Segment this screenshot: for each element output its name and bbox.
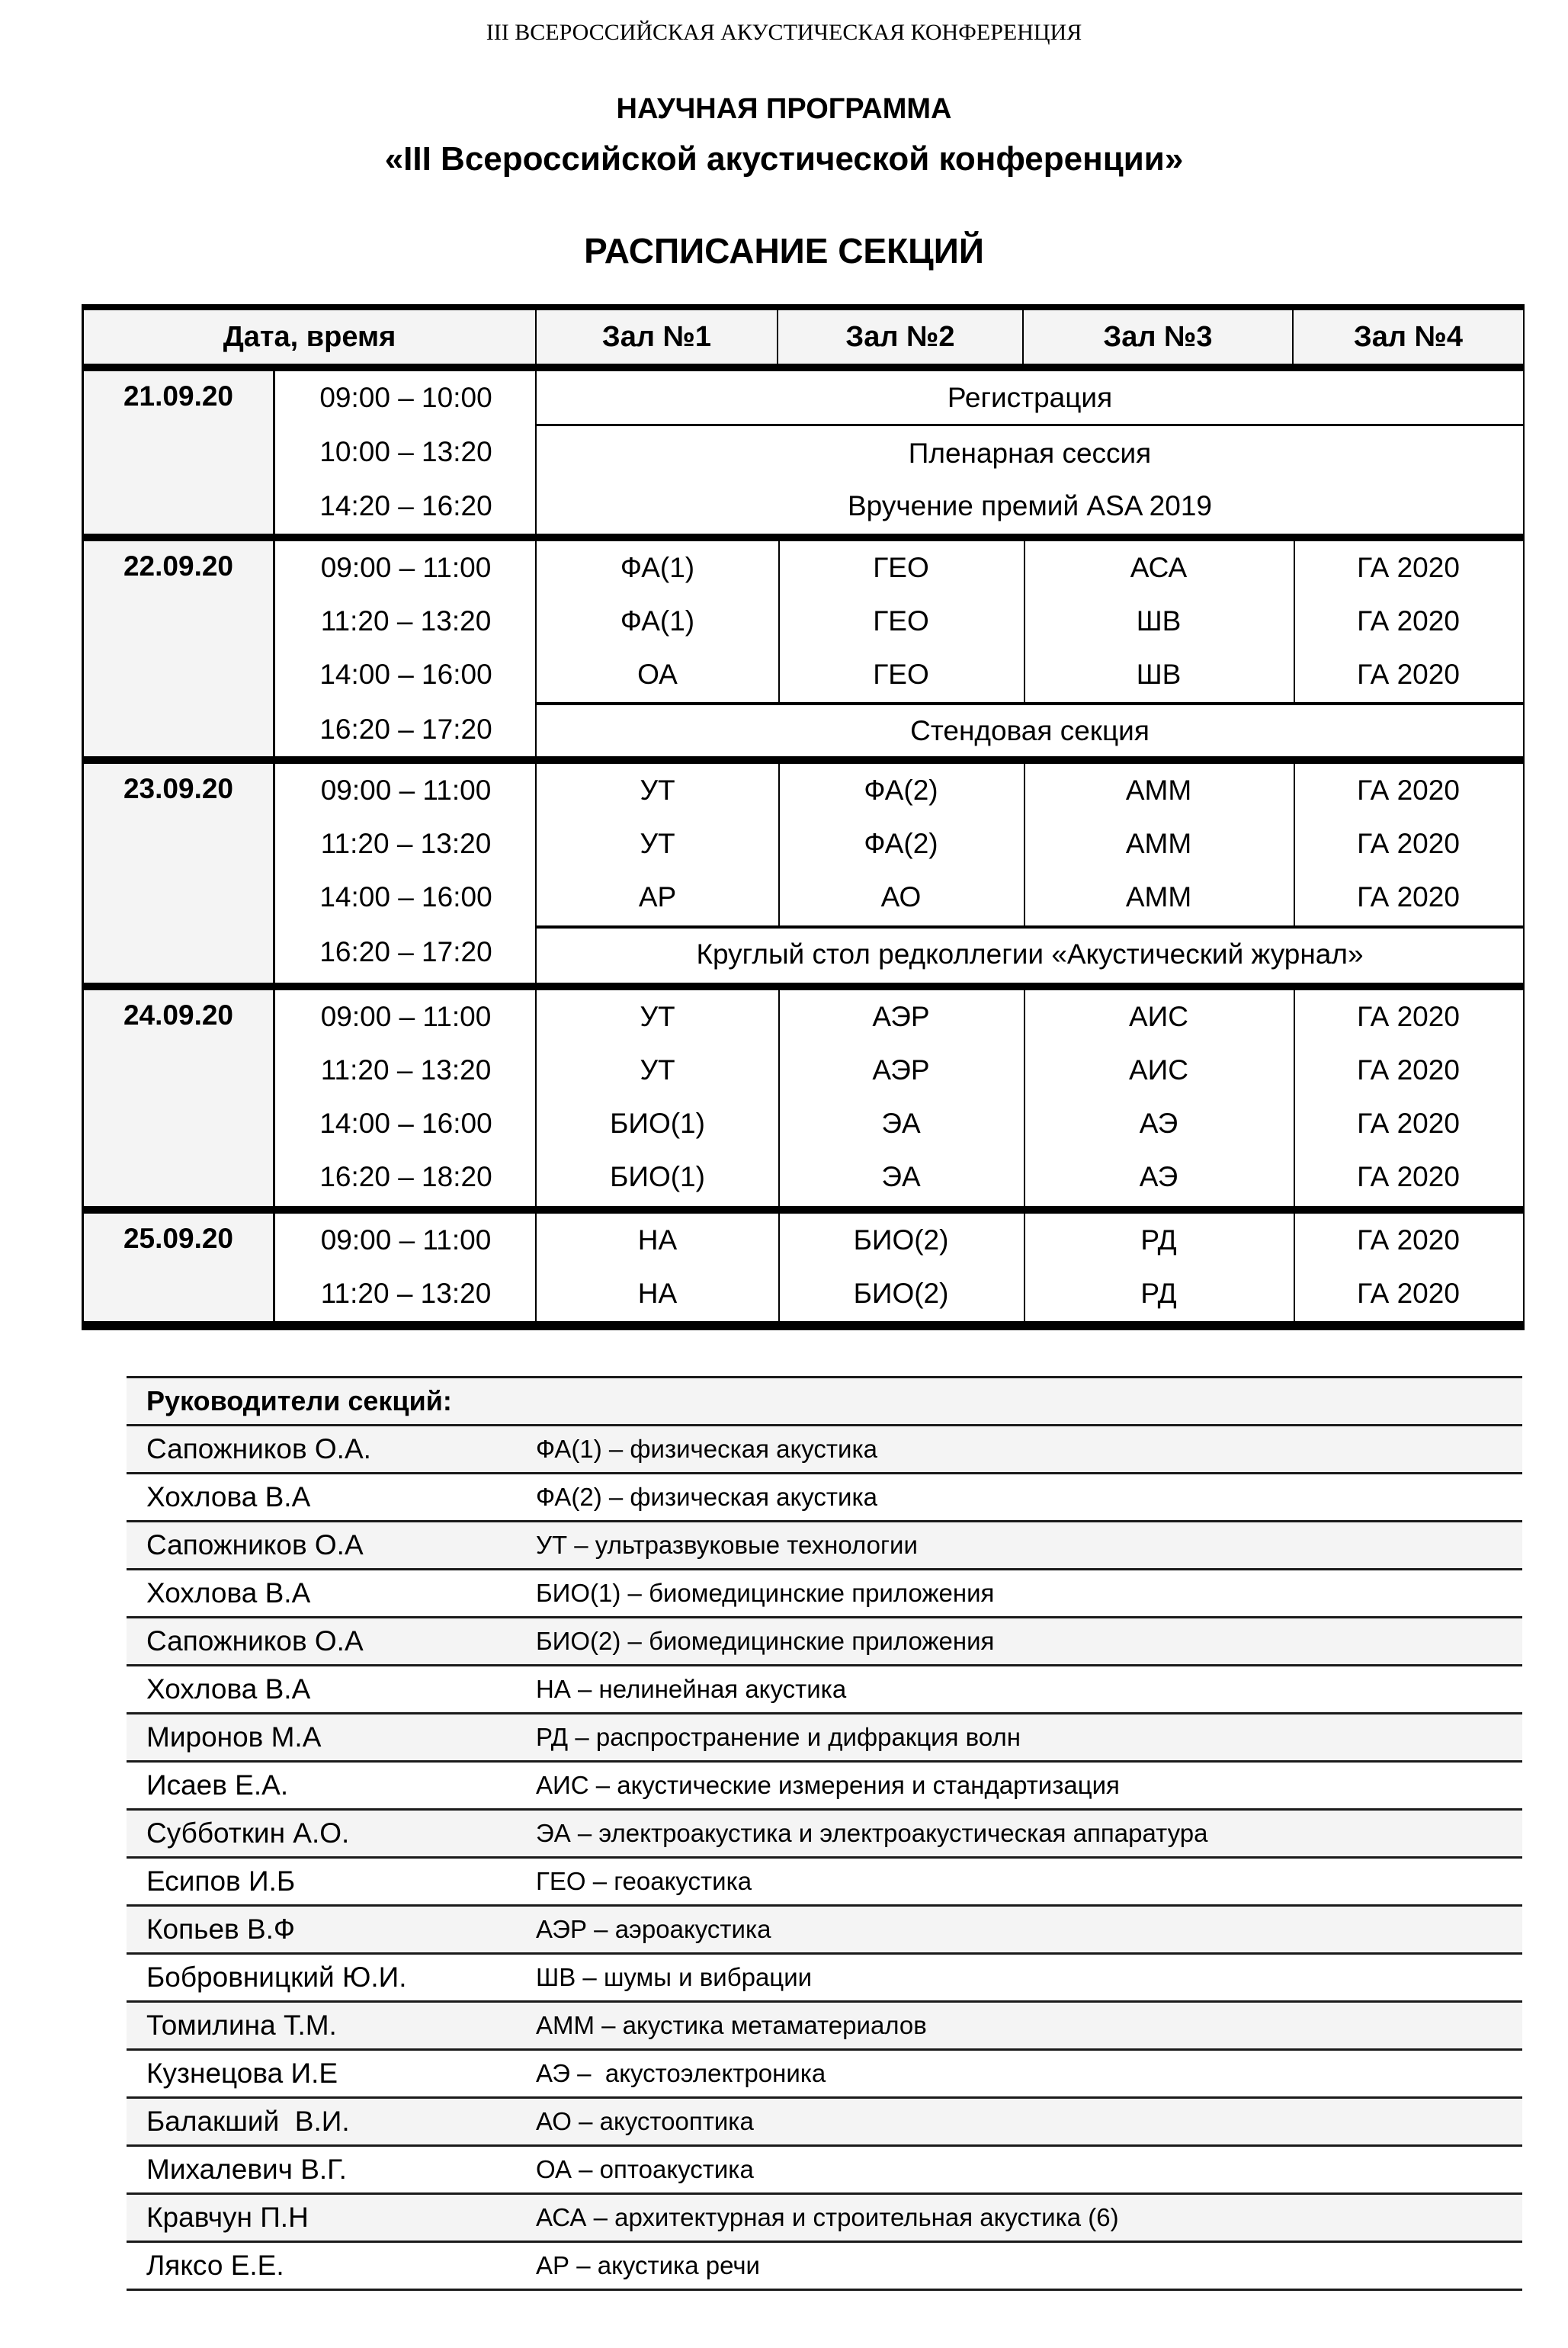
hall-3-session: АММ [1125, 828, 1192, 859]
time-column [275, 1214, 537, 1321]
hall-1-session: БИО(1) [610, 1161, 705, 1192]
leader-name: Есипов И.Б [146, 1865, 296, 1897]
slot-time: 11:20 – 13:20 [320, 605, 492, 637]
hall-2-session: ФА(2) [864, 828, 938, 859]
slot-time: 11:20 – 13:20 [320, 828, 492, 859]
leader-row [127, 1712, 1522, 1760]
leader-row [127, 1952, 1522, 2000]
hall-2-session: ГЕО [873, 659, 929, 690]
leader-section: ШВ – шумы и вибрации [536, 1963, 813, 1991]
hall-4-session: ГА 2020 [1357, 659, 1460, 690]
leaders-heading: Руководители секций: [146, 1385, 452, 1416]
leader-name: Исаев Е.А. [146, 1769, 289, 1801]
leader-section: ГЕО – геоакустика [536, 1867, 752, 1895]
day-date: 23.09.20 [82, 764, 275, 983]
hall-2-session: АЭР [872, 1001, 930, 1032]
section-schedule-title: РАСПИСАНИЕ СЕКЦИЙ [584, 231, 984, 271]
halls-area [537, 371, 1525, 534]
slot-time: 16:20 – 17:20 [319, 714, 492, 745]
running-head: III ВСЕРОССИЙСКАЯ АКУСТИЧЕСКАЯ КОНФЕРЕНЦИЯ [486, 20, 1082, 45]
leader-row [127, 1568, 1522, 1616]
hall-1-session: НА [637, 1224, 678, 1256]
slot-time: 14:00 – 16:00 [319, 1108, 492, 1139]
hall-3-session: РД [1140, 1224, 1177, 1256]
leader-row [127, 1520, 1522, 1568]
halls-area [537, 990, 1525, 1206]
leader-section: АО – акустооптика [536, 2107, 754, 2135]
awards-cell: Вручение премий ASA 2019 [848, 490, 1212, 521]
hall-3-session: АСА [1130, 552, 1188, 583]
hall-4-session: ГА 2020 [1357, 1001, 1460, 1032]
round-table-cell: Круглый стол редколлегии «Акустический журнал» [696, 938, 1364, 970]
hall-1-session: УТ [640, 1001, 675, 1032]
leader-row [127, 1856, 1522, 1904]
leader-name: Кузнецова И.Е [146, 2058, 338, 2089]
divider [127, 2289, 1522, 2291]
hall-3-session: РД [1140, 1278, 1177, 1309]
leader-name: Сапожников О.А [146, 1529, 364, 1561]
section-leaders-table [127, 1376, 1522, 2291]
leader-section: БИО(2) – биомедицинские приложения [536, 1627, 995, 1655]
divider [82, 364, 1525, 371]
hall-2-session: БИО(2) [853, 1224, 949, 1256]
hall-4-session: ГА 2020 [1357, 1108, 1460, 1139]
hall-4-session: ГА 2020 [1357, 1278, 1460, 1309]
divider [82, 983, 1525, 990]
halls-area [537, 541, 1525, 756]
slot-time: 16:20 – 17:20 [319, 936, 492, 967]
divider [82, 756, 1525, 764]
hall-1-session: ОА [637, 659, 678, 690]
day-block [82, 990, 1525, 1206]
hall-1-session: УТ [640, 828, 675, 859]
hall-1-session: НА [637, 1278, 678, 1309]
header-date-time: Дата, время [82, 310, 537, 364]
day-date: 25.09.20 [82, 1214, 275, 1321]
leader-name: Кравчун П.Н [146, 2202, 309, 2233]
hall-4-session: ГА 2020 [1357, 1054, 1460, 1086]
leader-name: Балакший В.И. [146, 2106, 350, 2137]
leader-name: Хохлова В.А [146, 1481, 311, 1512]
leader-row [127, 1424, 1522, 1472]
conference-name: «III Всероссийской акустической конференции» [384, 140, 1184, 178]
leader-section: РД – распространение и дифракция волн [536, 1723, 1021, 1751]
hall-3-session: АИС [1129, 1001, 1188, 1032]
slot-time: 09:00 – 11:00 [320, 775, 492, 806]
leader-name: Ляксо Е.Е. [146, 2250, 284, 2281]
hall-4-session: ГА 2020 [1357, 605, 1460, 637]
slot-time: 16:20 – 18:20 [319, 1161, 492, 1192]
hall-1-session: УТ [640, 1054, 675, 1086]
schedule-header-row [82, 304, 1525, 364]
leader-section: ОА – оптоакустика [536, 2155, 754, 2183]
header-hall-2: Зал №2 [778, 310, 1024, 364]
hall-2-session: ЭА [881, 1161, 921, 1192]
hall-2-session: ГЕО [873, 605, 929, 637]
divider [82, 1321, 1525, 1330]
hall-3-session: ШВ [1136, 659, 1182, 690]
leader-section: ЭА – электроакустика и электроакустическая аппаратура [536, 1819, 1208, 1847]
leader-row [127, 2048, 1522, 2096]
time-column [275, 990, 537, 1206]
slot-time: 09:00 – 11:00 [320, 552, 492, 583]
divider [82, 1206, 1525, 1214]
hall-3-session: АММ [1125, 775, 1192, 806]
hall-2-session: ГЕО [873, 552, 929, 583]
hall-4-session: ГА 2020 [1357, 881, 1460, 913]
leader-name: Михалевич В.Г. [146, 2154, 347, 2185]
leader-section: АЭР – аэроакустика [536, 1915, 771, 1943]
hall-3-session: АММ [1125, 881, 1192, 913]
hall-3-session: АЭ [1139, 1161, 1178, 1192]
hall-4-session: ГА 2020 [1357, 775, 1460, 806]
leader-row [127, 2192, 1522, 2241]
slot-time: 14:20 – 16:20 [319, 490, 492, 521]
leader-name: Миронов М.А [146, 1721, 322, 1753]
leader-section: АЭ – акустоэлектроника [536, 2059, 826, 2087]
day-block [82, 541, 1525, 756]
day-block [82, 764, 1525, 983]
leader-name: Бобровницкий Ю.И. [146, 1961, 407, 1993]
leader-name: Томилина Т.М. [146, 2010, 337, 2041]
leader-row [127, 2144, 1522, 2192]
hall-4-session: ГА 2020 [1357, 552, 1460, 583]
slot-time: 14:00 – 16:00 [319, 881, 492, 913]
hall-1-session: АР [638, 881, 677, 913]
leader-row [127, 2241, 1522, 2289]
slot-time: 11:20 – 13:20 [320, 1054, 492, 1086]
day-date: 21.09.20 [82, 371, 275, 534]
leader-section: АММ – акустика метаматериалов [536, 2011, 927, 2039]
header-hall-3: Зал №3 [1024, 310, 1294, 364]
leader-name: Субботкин А.О. [146, 1817, 350, 1849]
program-title: НАУЧНАЯ ПРОГРАММА [616, 93, 952, 125]
registration-cell: Регистрация [947, 382, 1113, 413]
leader-section: ФА(2) – физическая акустика [536, 1483, 877, 1511]
leader-row [127, 1760, 1522, 1808]
day-date: 22.09.20 [82, 541, 275, 756]
poster-session-cell: Стендовая секция [910, 715, 1150, 746]
day-block [82, 371, 1525, 534]
slot-time: 09:00 – 11:00 [320, 1001, 492, 1032]
leader-name: Сапожников О.А. [146, 1433, 371, 1464]
leader-row [127, 1808, 1522, 1856]
header-hall-1: Зал №1 [537, 310, 778, 364]
divider [82, 534, 1525, 541]
hall-2-session: АЭР [872, 1054, 930, 1086]
time-column [275, 764, 537, 983]
leader-row [127, 1616, 1522, 1664]
hall-1-session: БИО(1) [610, 1108, 705, 1139]
leader-section: ФА(1) – физическая акустика [536, 1435, 877, 1463]
hall-3-session: ШВ [1136, 605, 1182, 637]
leader-section: АСА – архитектурная и строительная акустика (6) [536, 2203, 1119, 2231]
hall-3-session: АЭ [1139, 1108, 1178, 1139]
leader-row [127, 2000, 1522, 2048]
leader-row [127, 1904, 1522, 1952]
leader-name: Хохлова В.А [146, 1577, 311, 1609]
leader-section: АИС – акустические измерения и стандартизация [536, 1771, 1120, 1799]
hall-4-session: ГА 2020 [1357, 828, 1460, 859]
time-column [275, 371, 537, 534]
hall-1-session: ФА(1) [620, 552, 695, 583]
leader-section: БИО(1) – биомедицинские приложения [536, 1579, 995, 1607]
day-block [82, 1214, 1525, 1321]
hall-2-session: АО [880, 881, 922, 913]
leader-section: УТ – ультразвуковые технологии [536, 1531, 918, 1559]
hall-2-session: ЭА [881, 1108, 921, 1139]
header-hall-4: Зал №4 [1294, 310, 1525, 364]
hall-2-session: ФА(2) [864, 775, 938, 806]
plenary-cell: Пленарная сессия [908, 438, 1152, 469]
slot-time: 09:00 – 10:00 [319, 382, 492, 413]
leader-row [127, 1472, 1522, 1520]
leader-name: Хохлова В.А [146, 1673, 311, 1705]
hall-3-session: АИС [1129, 1054, 1188, 1086]
slot-time: 10:00 – 13:20 [319, 436, 492, 467]
leader-section: АР – акустика речи [536, 2251, 760, 2279]
hall-4-session: ГА 2020 [1357, 1224, 1460, 1256]
halls-area [537, 764, 1525, 983]
leader-section: НА – нелинейная акустика [536, 1675, 847, 1703]
leaders-heading-row [127, 1376, 1522, 1424]
hall-4-session: ГА 2020 [1357, 1161, 1460, 1192]
leader-name: Сапожников О.А [146, 1625, 364, 1657]
day-date: 24.09.20 [82, 990, 275, 1206]
halls-area [537, 1214, 1525, 1321]
slot-time: 14:00 – 16:00 [319, 659, 492, 690]
leader-row [127, 1664, 1522, 1712]
hall-1-session: УТ [640, 775, 675, 806]
slot-time: 11:20 – 13:20 [320, 1278, 492, 1309]
divider [537, 424, 1523, 426]
leader-row [127, 2096, 1522, 2144]
hall-1-session: ФА(1) [620, 605, 695, 637]
leader-name: Копьев В.Ф [146, 1913, 296, 1945]
hall-2-session: БИО(2) [853, 1278, 949, 1309]
time-column [275, 541, 537, 756]
slot-time: 09:00 – 11:00 [320, 1224, 492, 1256]
